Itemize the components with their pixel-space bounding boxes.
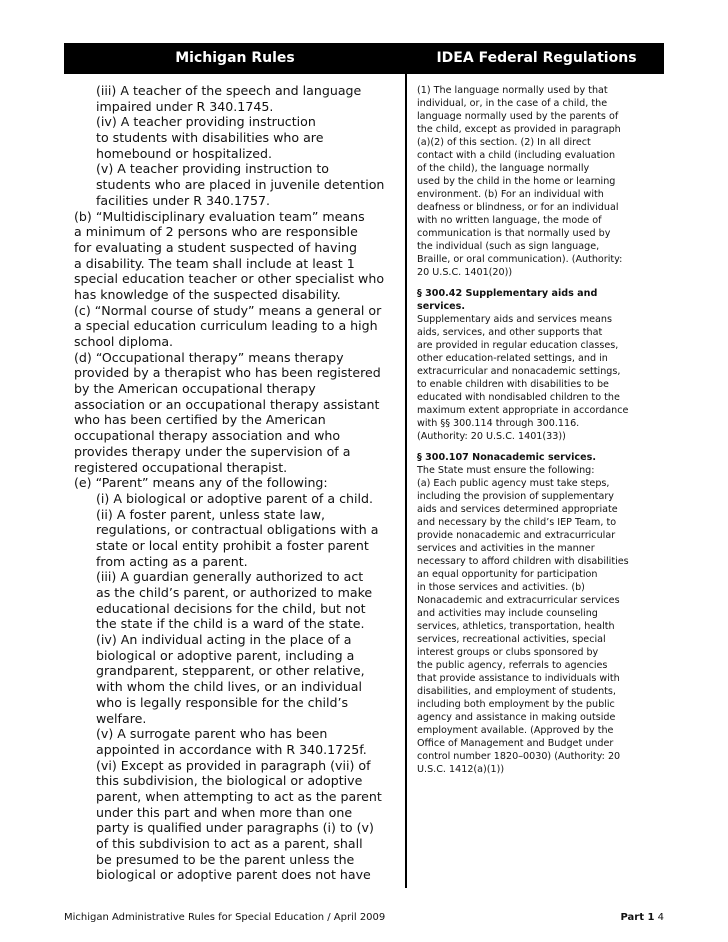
michigan-rule-line: (b) “Multidisciplinary evaluation team” means xyxy=(74,208,365,224)
michigan-rule-line: (vi) Except as provided in paragraph (vii) of xyxy=(96,757,371,773)
regulation-text-line: services, athletics, transportation, health xyxy=(417,621,615,632)
regulation-text-line: extracurricular and nonacademic settings, xyxy=(417,366,621,377)
michigan-rules-heading: Michigan Rules xyxy=(175,50,295,66)
michigan-rule-line: (ii) A foster parent, unless state law, xyxy=(96,506,326,522)
regulation-text-line: are provided in regular education classes, xyxy=(417,340,619,351)
regulation-text-line: communication is that normally used by xyxy=(417,228,611,239)
regulation-text-line: the child, except as provided in paragraph xyxy=(417,124,621,135)
idea-regulations-column xyxy=(417,84,662,776)
michigan-rule-line: by the American occupational therapy xyxy=(74,381,316,397)
regulation-text-line: Office of Management and Budget under xyxy=(417,738,614,749)
column-divider xyxy=(405,74,407,888)
regulation-text-line: (Authority: 20 U.S.C. 1401(33)) xyxy=(417,431,566,442)
michigan-rule-line: association or an occupational therapy assistant xyxy=(74,396,380,412)
michigan-rule-line: special education teacher or other specialist who xyxy=(74,271,385,287)
regulation-text-line: (1) The language normally used by that xyxy=(417,85,608,96)
michigan-rule-line: of this subdivision to act as a parent, shall xyxy=(96,836,363,851)
regulation-text-line: interest groups or clubs sponsored by xyxy=(417,647,599,658)
regulation-text-line: services, recreational activities, special xyxy=(417,634,606,645)
regulation-section-heading: § 300.107 Nonacademic services. xyxy=(417,452,596,463)
regulation-text-line: services and activities in the manner xyxy=(417,543,595,554)
regulation-text-line: U.S.C. 1412(a)(1)) xyxy=(417,764,505,775)
michigan-rule-line: (c) “Normal course of study” means a general or xyxy=(74,302,382,318)
table-header xyxy=(64,43,664,74)
regulation-text-line: Supplementary aids and services means xyxy=(417,314,612,325)
michigan-rule-line: provided by a therapist who has been registered xyxy=(74,365,381,381)
footer-page-number: 4 xyxy=(657,912,664,923)
regulation-text-line: of the child), the language normally xyxy=(417,163,590,174)
regulation-text-line: contact with a child (including evaluation xyxy=(417,150,616,161)
regulation-text-line: 20 U.S.C. 1401(20)) xyxy=(417,267,513,278)
regulation-text-line: Braille, or oral communication). (Authority: xyxy=(417,254,623,265)
regulation-text-line: aids, services, and other supports that xyxy=(417,327,603,338)
michigan-rule-line: biological or adoptive parent, including a xyxy=(96,647,355,663)
section-gap xyxy=(417,279,662,287)
michigan-rule-line: educational decisions for the child, but not xyxy=(96,600,366,616)
regulation-text-line: provide nonacademic and extracurricular xyxy=(417,530,616,541)
regulation-text-line: used by the child in the home or learning xyxy=(417,176,616,187)
michigan-rule-line: be presumed to be the parent unless the xyxy=(96,851,355,867)
regulation-text-line: Nonacademic and extracurricular services xyxy=(417,595,620,606)
michigan-rule-line: welfare. xyxy=(96,710,147,726)
michigan-rule-line: provides therapy under the supervision of a xyxy=(74,443,351,459)
regulation-text-line: including the provision of supplementary xyxy=(417,491,614,502)
michigan-rule-line: impaired under R 340.1745. xyxy=(96,98,274,114)
michigan-rule-line: with whom the child lives, or an individual xyxy=(96,679,363,695)
michigan-rule-line: (iv) An individual acting in the place of a xyxy=(96,632,352,648)
michigan-rule-line: who has been certified by the American xyxy=(74,412,326,428)
michigan-rule-line: (iii) A guardian generally authorized to act xyxy=(96,569,364,585)
regulation-text-line: (a)(2) of this section. (2) In all direct xyxy=(417,137,591,148)
regulation-text-line: control number 1820–0030) (Authority: 20 xyxy=(417,751,621,762)
regulation-text-line: necessary to afford children with disabilities xyxy=(417,556,629,567)
regulation-text-line: including both employment by the public xyxy=(417,699,615,710)
regulation-text-line: the public agency, referrals to agencies xyxy=(417,660,608,671)
michigan-rule-line: a disability. The team shall include at least 1 xyxy=(74,255,355,271)
regulation-text-line: disabilities, and employment of students, xyxy=(417,686,616,697)
page-footer xyxy=(64,909,664,927)
michigan-rule-line: school diploma. xyxy=(74,334,174,349)
regulation-text-line: The State must ensure the following: xyxy=(417,465,595,476)
regulation-text-line: environment. (b) For an individual with xyxy=(417,189,604,200)
michigan-rule-line: as the child’s parent, or authorized to make xyxy=(96,585,373,600)
regulation-text-line: language normally used by the parents of xyxy=(417,111,619,122)
regulation-text-line: the individual (such as sign language, xyxy=(417,241,600,252)
michigan-rule-line: occupational therapy association and who xyxy=(74,428,341,444)
michigan-rule-line: party is qualified under paragraphs (i) to (v) xyxy=(96,820,374,836)
regulation-text-line: and necessary by the child’s IEP Team, to xyxy=(417,517,617,528)
michigan-rule-line: biological or adoptive parent does not have xyxy=(96,867,371,883)
michigan-rule-line: from acting as a parent. xyxy=(96,553,248,569)
michigan-rule-line: the state if the child is a ward of the state. xyxy=(96,616,365,632)
regulation-text-line: deafness or blindness, or for an individual xyxy=(417,202,619,213)
regulation-text-line: with no written language, the mode of xyxy=(417,215,602,226)
idea-federal-regulations-heading: IDEA Federal Regulations xyxy=(436,50,637,66)
regulation-text-line: other education-related settings, and in xyxy=(417,353,608,364)
michigan-rule-line: a minimum of 2 persons who are responsible xyxy=(74,224,358,240)
regulation-text-line: with §§ 300.114 through 300.116. xyxy=(417,418,580,429)
regulation-text-line: educated with nondisabled children to the xyxy=(417,392,620,403)
michigan-rule-line: registered occupational therapist. xyxy=(74,459,288,475)
regulation-text-line: aids and services determined appropriate xyxy=(417,504,618,515)
footer-document-title: Michigan Administrative Rules for Special Education / April 2009 xyxy=(64,912,386,923)
regulation-text-line: and activities may include counseling xyxy=(417,608,598,619)
michigan-rule-line: for evaluating a student suspected of having xyxy=(74,239,357,255)
michigan-rule-line: (v) A surrogate parent who has been xyxy=(96,726,328,742)
michigan-rule-line: (v) A teacher providing instruction to xyxy=(96,161,329,177)
footer-part-label: Part 1 xyxy=(620,912,655,923)
michigan-rules-column xyxy=(74,83,402,883)
michigan-rule-line: facilities under R 340.1757. xyxy=(96,192,271,208)
regulation-text-line: agency and assistance in making outside xyxy=(417,712,616,723)
regulation-text-line: an equal opportunity for participation xyxy=(417,569,598,580)
regulation-text-line: in those services and activities. (b) xyxy=(417,582,585,593)
michigan-rule-line: (d) “Occupational therapy” means therapy xyxy=(74,349,344,365)
regulation-text-line: employment available. (Approved by the xyxy=(417,725,614,736)
section-gap xyxy=(417,443,662,451)
regulation-section-heading: services. xyxy=(417,301,466,312)
michigan-rule-line: under this part and when more than one xyxy=(96,804,353,820)
michigan-rule-line: a special education curriculum leading to a high xyxy=(74,318,378,334)
michigan-rule-line: who is legally responsible for the child’s xyxy=(96,694,349,710)
regulation-section-heading: § 300.42 Supplementary aids and xyxy=(417,288,598,299)
regulation-text-line: individual, or, in the case of a child, the xyxy=(417,98,608,109)
michigan-rule-line: (e) “Parent” means any of the following: xyxy=(74,475,328,491)
michigan-rule-line: this subdivision, the biological or adoptive xyxy=(96,773,363,789)
michigan-rule-line: to students with disabilities who are xyxy=(96,130,324,146)
regulation-text-line: maximum extent appropriate in accordance xyxy=(417,405,629,416)
michigan-rule-line: appointed in accordance with R 340.1725f. xyxy=(96,741,367,757)
michigan-rule-line: grandparent, stepparent, or other relative, xyxy=(96,663,365,679)
michigan-rule-line: (iii) A teacher of the speech and language xyxy=(96,83,362,98)
michigan-rule-line: regulations, or contractual obligations with a xyxy=(96,522,379,538)
footer-page-label xyxy=(620,912,664,923)
regulation-text-line: to enable children with disabilities to be xyxy=(417,379,609,390)
michigan-rule-line: has knowledge of the suspected disability. xyxy=(74,286,341,302)
michigan-rule-line: state or local entity prohibit a foster parent xyxy=(96,537,369,553)
michigan-rule-line: students who are placed in juvenile detention xyxy=(96,177,385,193)
michigan-rule-line: parent, when attempting to act as the parent xyxy=(96,788,382,804)
regulation-text-line: (a) Each public agency must take steps, xyxy=(417,478,610,489)
michigan-rule-line: homebound or hospitalized. xyxy=(96,145,272,161)
michigan-rule-line: (i) A biological or adoptive parent of a child. xyxy=(96,490,373,506)
michigan-rule-line: (iv) A teacher providing instruction xyxy=(96,114,316,130)
regulation-text-line: that provide assistance to individuals with xyxy=(417,673,620,684)
